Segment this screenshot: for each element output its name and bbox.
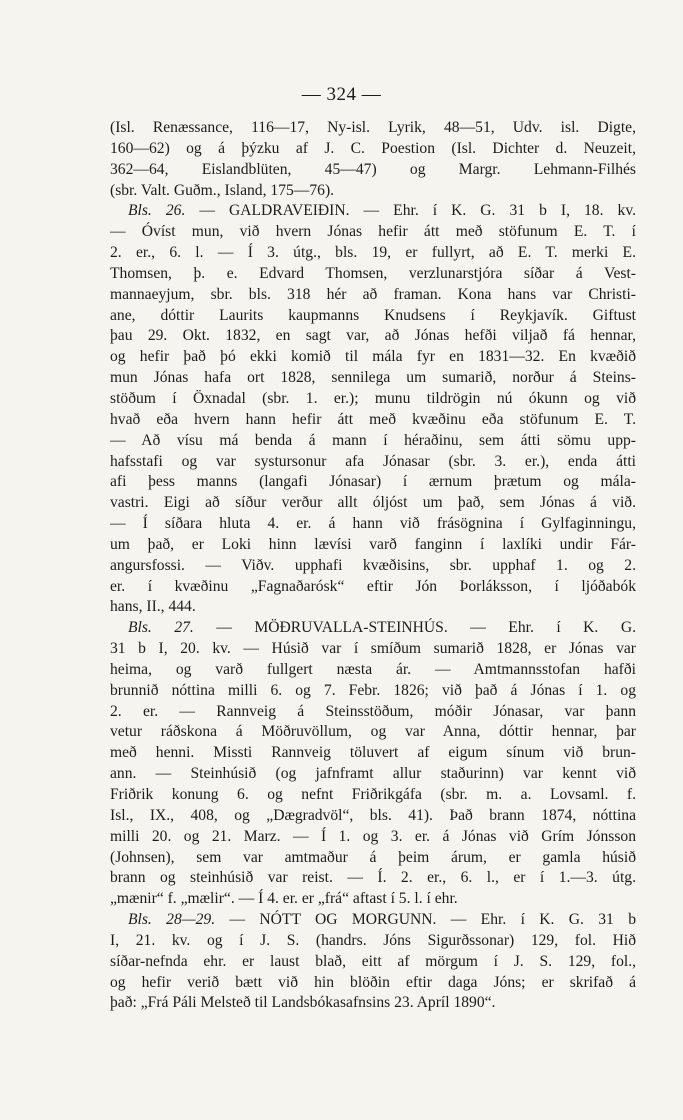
text-line: I, 21. kv. og í J. S. (handrs. Jóns Sigurðssonar) 129, fol. Hið [110,931,636,949]
text-line [110,910,636,931]
text-line: 2. er., 6. l. — Í 3. útg., bls. 19, er fullyrt, að E. T. merki E. [110,244,636,262]
text-line: 160—62) og á þýzku af J. C. Poestion (Isl. Dichter d. Neuzeit, [110,139,636,157]
text-fragment: — NÓTT OG MORGUNN. — Ehr. í K. G. 31 b [215,911,636,929]
text-line: hafsstafi og var systursonur afa Jónasar (sbr. 3. er.), enda átti [110,452,636,470]
page-number: — 324 — [301,84,382,105]
text-line: Isl., IX., 408, og „Dægradvöl“, bls. 41). Það brann 1874, nóttina [110,806,636,824]
text-line: brann og steinhúsið var reist. — Í. 2. er., 6. l., er í 1.—3. útg. [110,869,636,887]
text-line: angursfossi. — Viðv. upphafi kvæðisins, sbr. upphaf 1. og 2. [110,556,636,574]
text-line: 31 b I, 20. kv. — Húsið var í smíðum sumarið 1828, er Jónas var [110,640,636,658]
text-line: Thomsen, þ. e. Edvard Thomsen, verzlunarstjóra síðar á Vest- [110,264,636,282]
text-fragment: — MÖÐRUVALLA-STEINHÚS. — Ehr. í K. G. [193,619,636,637]
text-line: 2. er. — Rannveig á Steinsstöðum, móðir Jónasar, var þann [110,702,636,720]
text-line: vetur ráðskona á Möðruvöllum, og var Anna, dóttir hennar, þar [110,723,636,741]
text-line: mannaeyjum, sbr. bls. 318 hér að framan. Kona hans var Christi- [110,285,636,303]
text-line: — Í síðara hluta 4. er. á hann við frásögnina í Gylfaginningu, [110,515,636,533]
text-line: ann. — Steinhúsið (og jafnframt allur staðurinn) var kennt við [110,765,636,783]
paragraph [110,118,636,201]
text-line: (Johnsen), sem var amtmaður á þeim árum, er gamla húsið [110,848,636,866]
text-line: og hefir það þó ekki komið til mála fyr en 1831—32. En kvæðið [110,348,636,366]
text-line: hans, II., 444. [110,598,196,616]
text-line: og hefir verið bætt við hin blöðin eftir daga Jóns; er skrifað á [110,973,636,991]
text-line: heima, og varð fullgert næsta ár. — Amtmannsstofan hafði [110,660,636,678]
text-line: Friðrik konung 6. og nefnt Friðrikgáfa (sbr. m. a. Lovsaml. f. [110,786,636,803]
text-line: hvað eða hvern hann hefir átt með kvæðinu eða stöfunum E. T. [110,410,636,428]
text-line [110,618,636,639]
body-text [110,118,636,1014]
text-line: — Að vísu má benda á mann í héraðinu, sem átti sömu upp- [110,431,636,449]
page-reference: Bls. 28—29. [128,911,216,929]
text-line: er. í kvæðinu „Fagnaðarósk“ eftir Jón Þorláksson, í ljóðabók [110,577,636,595]
text-fragment: — GALDRAVEIÐIN. — Ehr. í K. G. 31 b I, 18. kv. [185,202,636,220]
paragraph [110,618,636,910]
text-line: „mænir“ f. „mælir“. — Í 4. er. er „frá“ aftast í 5. l. í ehr. [110,890,458,908]
text-line: — Óvíst mun, við hvern Jónas hefir átt með stöfunum E. T. í [110,223,636,241]
text-line: milli 20. og 21. Marz. — Í 1. og 3. er. á Jónas við Grím Jónsson [110,827,636,845]
text-line: með henni. Missti Rannveig töluvert af eigum sínum við brun- [110,744,636,762]
text-line: síðar-nefnda ehr. er laust blað, eitt af mörgum í J. S. 129, fol., [110,952,636,970]
text-line: mun Jónas hafa ort 1828, sennilega um sumarið, norður á Steins- [110,369,636,387]
paragraph [110,910,636,1014]
text-line: stöðum í Öxnadal (sbr. 1. er.); munu tildrögin nú ókunn og við [110,389,636,407]
text-line: um það, er Loki hinn lævísi varð fanginn í laxlíki undir Fár- [110,535,636,553]
text-line [110,201,636,222]
text-line: vastri. Eigi að síður verður allt óljóst um það, sem Jónas á við. [110,494,636,512]
text-line: 362—64, Eislandblüten, 45—47) og Margr. Lehmann-Filhés [110,160,636,178]
page-reference: Bls. 26. [128,202,186,220]
text-line: afi þess manns (langafi Jónasar) í ærnum þrætum og mála- [110,473,636,491]
text-line: (Isl. Renæssance, 116—17, Ny-isl. Lyrik, 48—51, Udv. isl. Digte, [110,119,636,136]
paragraph [110,201,636,618]
text-line: (sbr. Valt. Guðm., Island, 175—76). [110,181,335,199]
page-reference: Bls. 27. [128,619,194,637]
text-line: brunnið nóttina milli 6. og 7. Febr. 1826; við það á Jónas í 1. og [110,681,636,699]
text-line: það: „Frá Páli Melsteð til Landsbókasafnsins 23. Apríl 1890“. [110,994,496,1012]
text-line: þau 29. Okt. 1832, en sagt var, að Jónas hefði viljað fá hennar, [110,327,636,345]
text-line: ane, dóttir Laurits kaupmanns Knudsens í Reykjavík. Giftust [110,306,636,324]
